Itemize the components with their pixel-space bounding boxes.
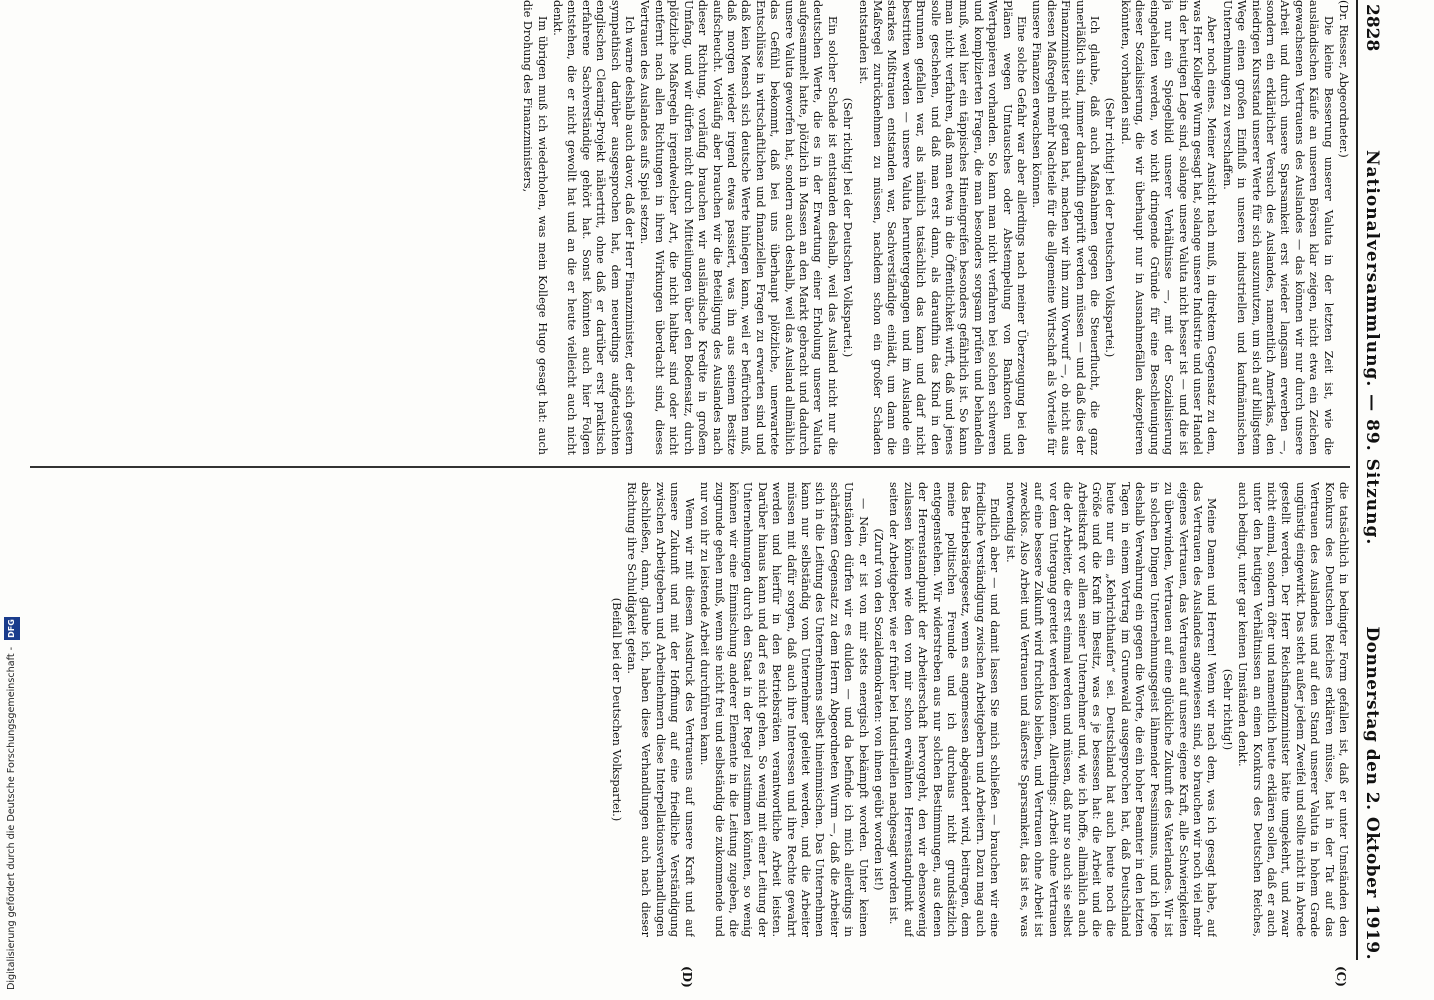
paragraph: (Dr. Riesser, Abgeordneter.): [1337, 0, 1350, 158]
credit-text: Digitalisierung gefördert durch die Deutsche Forschungsgemeinschaft -: [6, 646, 17, 990]
column-divider: [30, 466, 1350, 468]
interjection: (Sehr richtig!): [1220, 668, 1234, 751]
right-text-column: [30, 482, 1350, 937]
paragraph: Endlich aber — und damit lassen Sie mich schließen — brauchen wir eine friedliche Verständigung zwischen Arbeitgebern und Arbeitern. Dazu mag auch das Betriebsrätegesetz, wenn es angemessen abgeändert wird, beitragen, dem meine politischen Freunde und ich durchaus nicht grundsätzlich entgegenstehen. Wir widerstreben aus nur solchen Bestimmungen, aus denen der Herrenstandpunkt der Arbeiterschaft hervorgeht, den wir ebensowenig zulassen können wie den von mir schon erwähnten Herrenstandpunkt auf seiten der Arbeitgeber, wie er früher bei Industriellen nachgesagt worden ist.: [887, 482, 1002, 937]
paragraph: Wenn wir mit diesem Ausdruck des Vertrauens auf unsere Kraft und auf unsere Zukunft und mit der Hoffnung auf eine friedliche Verständigung zwischen Arbeitgebern und Arbeitnehmern diese Interpellationsverhandlungen abschließen, dann, glaube ich, haben diese Verhandlungen auch nach dieser Richtung ihre Schuldigkeit getan.: [625, 482, 696, 937]
paragraph: die tatsächlich in bedingter Form gefallen ist, daß er unter Umständen den Konkurs des Deutschen Reiches erklären müsse, hat in der Tat auf das Vertrauen des Auslandes und auf den Stand unserer Valuta in hohem Grade ungünstig eingewirkt. Das steht außer jedem Zweifel und sollte nicht in Abrede gestellt werden. Der Herr Reichsfinanzminister hätte umgekehrt, und zwar nicht einmal, sondern öfter und namentlich heute erklären sollen, daß er auch unter den heutigen Verhältnissen an einen Konkurs des Deutschen Reiches, auch bedingt, unter gar keinen Umständen denkt.: [1236, 482, 1350, 937]
paragraph: Ich warne deshalb auch davor, daß der Herr Finanzminister, der sich gestern sympathisch darüber ausgesprochen hat, dem neuerdings aufgetauchten englischen Clearing-Projekt nähertritt, ohne daß er darüber erst praktisch erfahrene Sachverständige gehört hat. Sonst könnten auch hier Folgen entstehen, die er nicht gewollt hat und an die er heute vielleicht auch nicht denkt.: [551, 0, 637, 455]
interjection: (Beifall bei der Deutschen Volkspartei.): [609, 597, 623, 822]
margin-marker-d: (D): [680, 966, 694, 988]
paragraph: Ein solcher Schade ist entstanden deshalb, weil das Ausland nicht nur die deutschen Werte, die es in der Erwartung einer Erholung unserer Valuta aufgesammelt hatte, plötzlich in Massen an den Markt gebracht und dadurch unsere Valuta geworfen hat, sondern auch deshalb, weil das Ausland allmählich das Gefühl bekommt, daß bei uns überhaupt plötzliche, unerwartete Entschlüsse in wirtschaftlichen und finanziellen Fragen zu erwarten sind und daß kein Mensch sich deutsche Werte hinlegen kann, weil er befürchten muß, daß morgen wieder irgend etwas passiert, was ihn aus seinem Besitze aufscheucht. Vorläufig aber brauchen wir die Beteiligung des Auslandes nach dieser Richtung, vorläufig brauchen wir ausländische Kredite in großem Umfang, und wir dürfen nicht durch Mitteilungen über den Bodensatz, durch plötzliche Maßregeln irgendwelcher Art, die nicht haltbar sind oder nicht entfernt nach allen Richtungen in ihren Wirkungen überdacht sind, dieses Vertrauen des Auslandes aufs Spiel setzen.: [638, 0, 839, 455]
paragraph: Die kleine Besserung unserer Valuta in der letzten Zeit ist, wie die ausländischen Käufe an unseren Börsen klar zeigen, nicht etwa ein Zeichen gewachsenen Vertrauens des Auslandes — das können wir nur durch unsere Arbeit und durch unsere Sparsamkeit erst wieder langsam erwerben —, sondern ein erklärlicher Versuch des Auslandes, namentlich Amerikas, den niedrigen Kursstand unserer Werte für sich auszunutzen, um sich auf billigstem Wege einen großen Einfluß in unseren industriellen und kaufmännischen Unternehmungen zu verschaffen.: [1220, 0, 1335, 455]
session-date: Donnerstag den 2. Oktober 1919.: [1362, 626, 1382, 960]
paragraph: Eine solche Gefahr war aber allerdings nach meiner Überzeugung bei den Plänen wegen Umtausches oder Abstempelung von Banknoten und Wertpapieren vorhanden. So kann man nicht verfahren bei solchen schweren und komplizierten Fragen, die man besonders sorgsam prüfen und behandeln muß, weil hier ein täppisches Hineingreifen besonders gefährlich ist. So kann man nicht verfahren, daß man etwa in die Öffentlichkeit wirft, daß und jenes solle geschehen, und daß man erst dann, als daraufhin das Kind in den Brunnen gefallen war, als nämlich tatsächlich das kann und darf nicht bestritten werden — unsere Valuta heruntergegangen und im Auslande ein starkes Mißtrauen entstanden war, Sachverständige einlädt, um dann die Maßregel zurücknehmen zu müssen, nachdem schon ein großer Schaden entstanden ist.: [856, 0, 1029, 455]
paragraph: Aber noch eines. Meiner Ansicht nach muß, in direktem Gegensatz zu dem, was Herr Kollege Wurm gesagt hat, solange unsere Industrie und unser Handel in der heutigen Lage sind, solange unsere Valuta nicht besser ist — und die ist ja nur ein Spiegelbild unserer Verhältnisse —, mit der Sozialisierung eingehalten werden, wo nicht dringende Gründe für eine Beschleunigung dieser Sozialisierung, die wir überhaupt nur in Ausnahmefällen akzeptieren könnten, vorhanden sind.: [1118, 0, 1219, 455]
header-rule: [1356, 0, 1358, 960]
page-header: [1358, 0, 1384, 960]
page-title: Nationalversammlung. — 89. Sitzung.: [1362, 150, 1382, 546]
dfg-logo: DFG: [4, 617, 20, 640]
digitization-credit: [2, 0, 18, 1000]
paragraph: Meine Damen und Herren! Wenn wir nach dem, was ich gesagt habe, auf das Vertrauen des Auslandes angewiesen sind, so brauchen wir noch viel mehr eigenes Vertrauen, das Vertrauen auf unsere eigene Kraft, alle Schwierigkeiten zu überwinden, Vertrauen auf eine glückliche Zukunft des Vaterlandes. Wir ist in solchen Dingen Unternehmungsgeist lähmender Pessimismus, und ich lege deshalb Verwahrung ein gegen die Worte, die ein hoher Beamter in den letzten Tagen in einem Vortrag im Grunewald ausgesprochen hat, daß Deutschland heute nur ein „Kehrichthaufen“ sei. Deutschland hat auch heute noch die Größe und die Kraft im Besitz, was es je besessen hat: die Arbeit und die Arbeitskraft vor allem seiner Unternehmer und, wie ich hoffe, allmählich auch die der Arbeiter, die erst einmal werden und müssen, daß nur so auch sie selbst vor dem Untergang gerettet werden können. Allerdings: Arbeit ohne Vertrauen auf eine bessere Zukunft wird fruchtlos bleiben, und Vertrauen ohne Arbeit ist zwecklos. Also Arbeit und Vertrauen und äußerste Sparsamkeit, das ist es, was notwendig ist.: [1003, 482, 1219, 937]
paragraph: Im übrigen muß ich wiederholen, was mein Kollege Hugo gesagt hat: auch die Drohung des Finanzministers,: [521, 0, 549, 455]
page-number: 2828: [1362, 4, 1382, 52]
rotated-newspaper-page: [24, 0, 1384, 1000]
paragraph: Ich glaube, daß auch Maßnahmen gegen die Steuerflucht, die ganz unerläßlich sind, immer daraufhin geprüft werden müssen — und daß dies der Finanzminister nicht getan hat, machen wir ihm zum Vorwurf —, ob nicht aus diesen Maßregeln mehr Nachteile für die allgemeine Wirtschaft als Vorteile für unsere Finanzen erwachsen können.: [1030, 0, 1102, 455]
margin-marker-c: (C): [1334, 966, 1348, 987]
paragraph: — Nein, er ist von mir stets energisch bekämpft worden. Unter keinen Umständen dürfen wir es dulden — und da befinde ich mich allerdings in schärfstem Gegensatz zu dem Herrn Abgeordneten Wurm —, daß die Arbeiter sich in die Leitung des Unternehmens selbst hineinmischen. Das Unternehmen kann nur selbständig vom Unternehmer geleitet werden, und die Arbeiter müssen mit dafür sorgen, daß auch ihre Interessen und ihre Rechte gewahrt werden und hierfür in den Betriebsräten verantwortliche Arbeit leisten. Darüber hinaus kann und darf es nicht gehen. So wenig mit einer Leitung der Unternehmungen durch den Staat in der Regel zustimmen könnten, so wenig können wir eine Einmischung anderer Elemente in die Leitung zugeben, die zugrunde gehen muß, wenn sie nicht frei und selbständig die zukommende und nur von ihr zu leistende Arbeit durchführen kann.: [698, 482, 870, 937]
interjection: (Sehr richtig! bei der Deutschen Volkspartei.): [841, 97, 855, 358]
interjection: (Zuruf von den Sozialdemokraten: von ihnen geübt worden ist!): [872, 528, 885, 891]
interjection: (Sehr richtig! bei der Deutschen Volkspartei.): [1103, 97, 1117, 358]
left-text-column: [30, 0, 1350, 455]
